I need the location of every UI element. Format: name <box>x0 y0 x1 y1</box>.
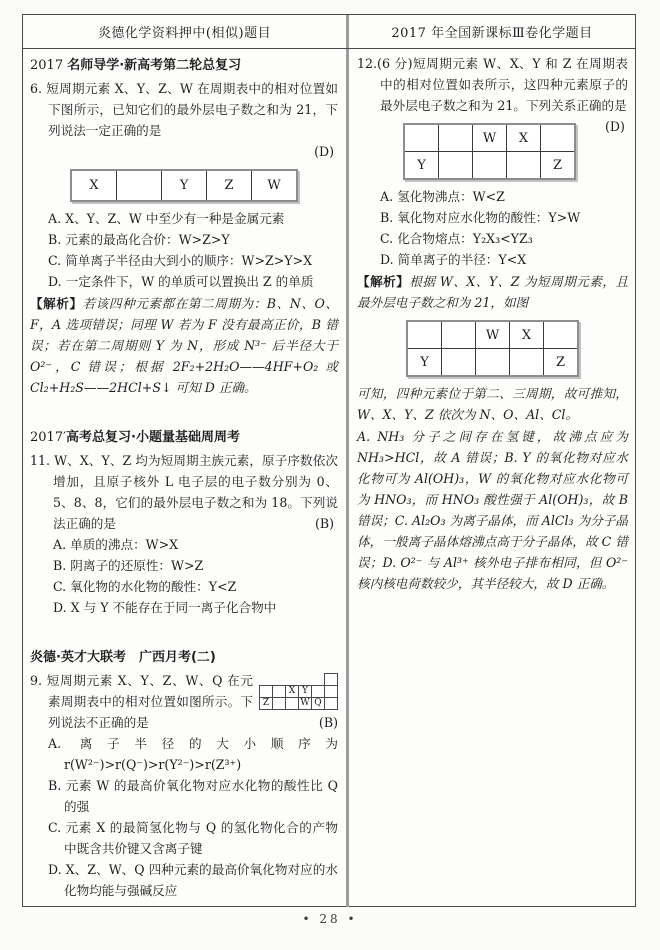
question-stem: W、X、Y、Z 均为短周期主族元素，原子序数依次增加，且原子核外 L 电子层的电子数分别为 0、5、8、8，它们的最外层电子数之和为 18。下列说法正确的是 <box>53 453 338 531</box>
answer-label: (B) <box>315 516 335 531</box>
table-cell: Z <box>207 170 252 201</box>
grid-row-3 <box>259 697 338 710</box>
analysis-conclusion: 可知，四种元素位于第二、三周期，故可推知，W、X、Y、Z 依次为 N、O、Al、Cl。 <box>357 386 628 422</box>
table-cell: Y <box>407 349 442 377</box>
grid-cell: Y <box>298 685 312 698</box>
table-cell: Y <box>404 152 439 180</box>
section-title-text: 名师导学·新高考第二轮总复习 <box>67 58 242 73</box>
option-c: C. 简单离子半径由大到小的顺序：W>Z>Y>X <box>48 253 313 268</box>
option-a: A. 氢化物沸点：W<Z <box>380 189 505 204</box>
section-title-3 <box>30 647 338 669</box>
option-a: A. 单质的沸点：W>X <box>53 537 179 552</box>
table-cell: W <box>476 321 510 349</box>
table-cell <box>439 152 473 180</box>
table-cell: Z <box>544 349 579 377</box>
table-cell: Y <box>162 170 207 201</box>
table-cell <box>442 321 476 349</box>
page-header <box>23 15 635 49</box>
grid-cell <box>272 697 286 710</box>
analysis-q6 <box>30 293 338 398</box>
table-cell: X <box>507 124 541 152</box>
option-b: B. 元素的最高化合价：W>Z>Y <box>48 232 230 247</box>
question-11 <box>30 450 338 534</box>
table-cell <box>544 321 579 349</box>
analysis-intro: 根据 W、X、Y、Z 为短周期元素，且最外层电子数之和为 21，如图 <box>357 274 628 310</box>
analysis-label: 【解析】 <box>30 296 83 311</box>
grid-cell <box>324 697 338 710</box>
section-title-prefix: 2017 <box>30 58 68 73</box>
question-number: 6. <box>30 81 43 96</box>
section-title-text: 炎德·英才大联考 广西月考(二) <box>30 650 216 665</box>
grid-cell <box>285 697 299 710</box>
answer-label: (D) <box>605 119 625 134</box>
grid-cell: W <box>298 697 312 710</box>
option-c: C. 元素 X 的最简氢化物与 Q 的氢化物化合的产物中既含共价键又含离子键 <box>48 820 338 856</box>
answer-label: (D) <box>314 144 334 159</box>
question-number: 11. <box>30 453 51 468</box>
option-a: A. 离子半径的大小顺序为 r(W²⁻)>r(Q⁻)>r(Y²⁻)>r(Z³⁺) <box>48 736 338 772</box>
table-cell <box>407 321 442 349</box>
table-cell: W <box>473 124 507 152</box>
analysis-element-position-table <box>406 320 579 377</box>
table-cell <box>442 349 476 377</box>
section-title-2 <box>30 427 338 449</box>
option-c: C. 化合物熔点：Y₂X₃<YZ₃ <box>380 231 533 246</box>
section-title-prefix: 2017′ <box>30 430 67 445</box>
option-b: B. 元素 W 的最高价氧化物对应水化物的酸性比 Q 的强 <box>48 778 338 814</box>
option-a: A. X、Y、Z、W 中至少有一种是金属元素 <box>48 211 285 226</box>
question-number: 9. <box>30 673 43 688</box>
option-b: B. 氧化物对应水化物的酸性：Y>W <box>380 210 581 225</box>
header-left-title: 炎德化学资料押中(相似)题目 <box>23 15 349 48</box>
answer-label: (B) <box>318 715 338 730</box>
page-border <box>22 14 636 907</box>
column-right <box>349 49 635 907</box>
analysis-detail: A. NH₃ 分子之间存在氢键，故沸点应为 NH₃>HCl，故 A 错误；B. Y 的氧化物对应水化物可为 Al(OH)₃，W 的氧化物对应水化物可为 HNO₃，而 HNO₃ 酸性强于 Al(OH)₃，故 B 错误；C. Al₂O₃ 为离子晶体，而 AlCl₃ 为分子晶体，一般离子晶体熔沸点高于分子晶体，故 C 错误；D. O²⁻ 与 Al³⁺ 核外电子排布相同，但 O²⁻ 核内核电荷数较少，其半径较大，故 D 正确。 <box>357 429 628 591</box>
section-title-text: 高考总复习·小题量基础周周考 <box>66 430 240 445</box>
analysis-q12 <box>357 271 628 313</box>
table-cell: X <box>71 170 117 201</box>
table-cell <box>439 124 473 152</box>
table-cell <box>404 124 439 152</box>
table-cell <box>476 349 510 377</box>
table-cell: W <box>252 170 298 201</box>
question-stem: 短周期元素 X、Y、Z、W 在周期表中的相对位置如下图所示，已知它们的最外层电子数之和为 21，下列说法一定正确的是 <box>46 81 338 138</box>
option-d: D. 一定条件下，W 的单质可以置换出 Z 的单质 <box>48 274 314 289</box>
table-cell: Z <box>541 152 576 180</box>
table-cell <box>541 124 576 152</box>
section-title-1 <box>30 55 338 77</box>
question-stem: (6 分)短周期元素 W、X、Y 和 Z 在周期表中的相对位置如表所示，这四种元素原子的最外层电子数之和为 21。下列关系正确的是 <box>377 56 628 113</box>
option-d: D. X 与 Y 不能存在于同一离子化合物中 <box>53 600 277 615</box>
q6-element-position-table <box>70 169 298 202</box>
option-d: D. X、Z、W、Q 四种元素的最高价氧化物对应的水化物均能与强碱反应 <box>48 862 338 898</box>
table-cell <box>117 170 162 201</box>
question-6 <box>30 78 338 141</box>
header-right-title: 2017 年全国新课标Ⅲ卷化学题目 <box>391 26 593 41</box>
table-cell <box>510 349 544 377</box>
analysis-label: 【解析】 <box>357 274 410 289</box>
grid-cell: Q <box>311 697 325 710</box>
grid-cell: X <box>285 685 299 698</box>
question-9 <box>30 670 338 733</box>
option-d: D. 简单离子的半径：Y<X <box>380 252 527 267</box>
column-left <box>23 49 349 907</box>
table-cell <box>473 152 507 180</box>
question-number: 12. <box>357 56 378 71</box>
option-c: C. 氧化物的水化物的酸性：Y<Z <box>53 579 237 594</box>
q9-position-grid <box>259 673 338 710</box>
question-12 <box>357 53 628 134</box>
grid-cell: Z <box>259 697 273 710</box>
analysis-text: 若该四种元素都在第二周期为：B、N、O、F，A 选项错误；同理 W 若为 F 没有最高正价，B 错误；若在第二周期则 Y 为 N，形成 N³⁻ 后半径大于 O²⁻，C 错误；根据 2F₂+2H₂O——4HF+O₂ 或 Cl₂+H₂S——2HCl+S↓ 可知 D 正确。 <box>30 296 338 395</box>
option-b: B. 阴离子的还原性：W>Z <box>53 558 204 573</box>
question-stem: 短周期元素 X、Y、Z、W、Q 在元素周期表中的相对位置如图所示。下列说法不正确的是 <box>46 673 253 730</box>
page-number: • 28 • <box>302 912 358 926</box>
q12-element-position-table <box>403 123 576 180</box>
table-cell <box>507 152 541 180</box>
table-cell: X <box>510 321 544 349</box>
